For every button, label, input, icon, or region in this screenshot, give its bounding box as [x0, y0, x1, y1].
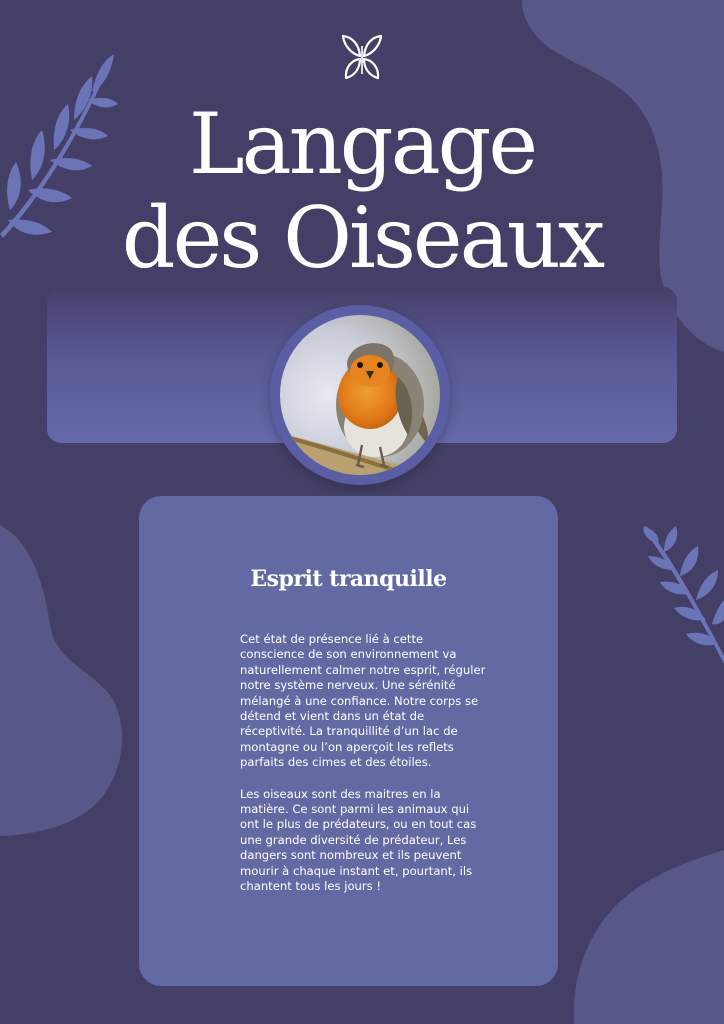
- leaf-branch-right-icon: [642, 524, 724, 664]
- content-card: [139, 496, 558, 986]
- robin-bird-photo: [280, 315, 440, 475]
- page-title-line-1: Langage: [188, 95, 536, 193]
- section-heading: Esprit tranquille: [250, 566, 447, 592]
- bottom-right-blob: [574, 850, 724, 1024]
- left-blob: [0, 525, 122, 836]
- paragraph-2: Les oiseaux sont des maitres en la matière. Ce sont parmi les animaux qui ont le plus de prédateurs, ou en tout cas une grande diversité de prédateur, Les dangers sont nombreux et ils peuvent mourir à chaque instant et, pourtant, ils chantent tous les jours !: [240, 786, 477, 894]
- section-body: [240, 632, 490, 911]
- paragraph-1: Cet état de présence lié à cette conscience de son environnement va naturellement calmer notre esprit, réguler notre système nerveux. Une sérénité mélangé à une confiance. Notre corps se détend et vient dans un état de réceptivité. La tranquillité d’un lac de montagne ou l’on aperçoit les reflets parfaits des cimes et des étoiles.: [240, 632, 486, 770]
- photo-frame: [270, 305, 450, 485]
- butterfly-logo-icon: [340, 32, 384, 82]
- page-title-line-2: des Oiseaux: [121, 189, 603, 287]
